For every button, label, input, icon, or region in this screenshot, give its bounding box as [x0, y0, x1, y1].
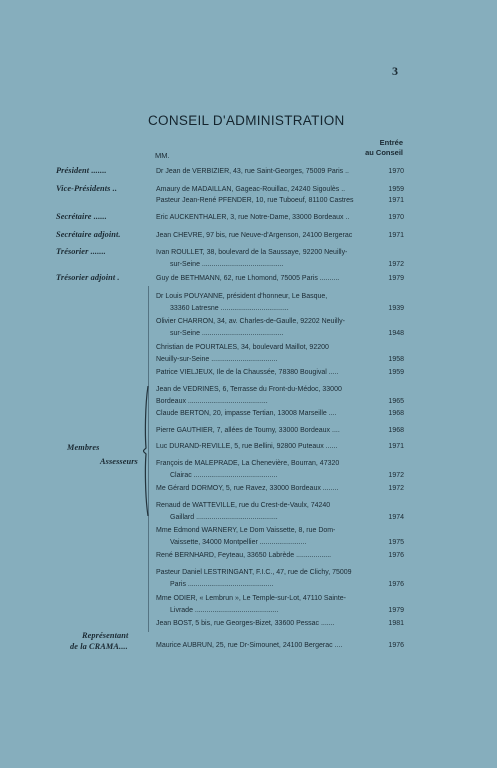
entry-line: [156, 458, 404, 470]
entry-text: Eric AUCKENTHALER, 3, rue Notre-Dame, 33000 Bordeaux ..: [156, 214, 350, 221]
entry-text: Guy de BETHMANN, 62, rue Lhomond, 75005 Paris ..........: [156, 275, 340, 282]
entry-year: 1948: [388, 329, 404, 337]
role-de-la-crama: de la CRAMA....: [70, 642, 128, 651]
entry-year: 1971: [388, 197, 404, 204]
entry-line: [156, 408, 404, 420]
entry-line: [156, 247, 404, 259]
entry-text: Claude BERTON, 20, impasse Tertian, 13008 Marseille ....: [156, 410, 337, 417]
entry-line: [156, 212, 404, 224]
entry-year: 1971: [388, 232, 404, 239]
entry-line: [156, 483, 404, 495]
entry-maleprade: [156, 458, 404, 481]
entry-berton: [156, 408, 404, 420]
entry-year: 1972: [388, 485, 404, 492]
entry-text: Vaissette, 34000 Montpellier ........................: [170, 538, 307, 546]
entry-year: 1959: [388, 369, 404, 376]
members-brace: [143, 386, 149, 516]
entry-line: [156, 640, 404, 652]
entry-pouyanne: [156, 291, 404, 314]
entry-text: Pasteur Jean-René PFENDER, 10, rue Tuboeuf, 81100 Castres: [156, 197, 354, 204]
entry-line: [156, 537, 404, 549]
entry-line: [156, 593, 404, 605]
page-number: 3: [392, 64, 398, 78]
role-tresorier-adjoint: Trésorier adjoint .: [56, 273, 120, 282]
role-secretaire: Secrétaire ......: [56, 212, 107, 221]
entry-pfender: [156, 195, 404, 207]
entry-odier: [156, 593, 404, 616]
entry-year: 1968: [388, 427, 404, 434]
entry-year: [382, 316, 404, 328]
entry-year: 1971: [388, 443, 404, 450]
entry-year: 1979: [388, 606, 404, 614]
entry-year: [382, 342, 404, 354]
entry-text: Neuilly-sur-Seine ..................................: [156, 355, 278, 363]
entry-text: 33360 Latresne ...................................: [170, 304, 289, 312]
entry-line: [156, 259, 404, 271]
entry-year: 1972: [388, 471, 404, 479]
entry-line: [156, 184, 404, 196]
role-membres: Membres: [67, 443, 100, 452]
entry-text: Me Gérard DORMOY, 5, rue Ravez, 33000 Bordeaux ........: [156, 485, 339, 492]
role-tresorier: Trésorier .......: [56, 247, 106, 256]
entry-text: Clairac ...........................................: [170, 471, 278, 479]
entry-year: 1979: [388, 275, 404, 282]
entry-text: Pierre GAUTHIER, 7, allées de Tourny, 33000 Bordeaux ....: [156, 427, 340, 434]
entry-year: 1976: [388, 552, 404, 559]
entry-text: Renaud de WATTEVILLE, rue du Crest-de-Vaulx, 74240: [156, 502, 331, 509]
role-vice-presidents: Vice-Présidents ..: [56, 184, 118, 193]
entry-year: 1974: [388, 513, 404, 521]
entry-bethmann: [156, 273, 404, 285]
entry-text: Jean BOST, 5 bis, rue Georges-Bizet, 33600 Pessac .......: [156, 620, 335, 627]
entry-text: Maurice AUBRUN, 25, rue Dr-Simounet, 24100 Bergerac ....: [156, 642, 343, 649]
entry-year: 1970: [388, 214, 404, 221]
entry-year: 1976: [388, 642, 404, 649]
entry-line: [156, 396, 404, 408]
entry-year: 1976: [388, 580, 404, 588]
entry-aubrun: [156, 640, 404, 652]
entry-year: [382, 593, 404, 605]
entry-line: [156, 512, 404, 524]
role-president: Président .......: [56, 166, 107, 175]
entry-roullet: [156, 247, 404, 270]
entry-text: Dr Louis POUYANNE, président d'honneur, Le Basque,: [156, 293, 328, 300]
entry-line: [156, 618, 404, 630]
entry-line: [156, 328, 404, 340]
entry-year: [382, 500, 404, 512]
entry-text: René BERNHARD, Feyteau, 33650 Labrède ..................: [156, 552, 332, 559]
entry-year: 1965: [388, 397, 404, 405]
entry-year: 1939: [388, 304, 404, 312]
entry-line: [156, 291, 404, 303]
entry-year: [382, 525, 404, 537]
entry-line: [156, 470, 404, 482]
entry-year: 1972: [388, 260, 404, 268]
entry-year: 1981: [388, 620, 404, 627]
entry-line: [156, 567, 404, 579]
role-representant: Représentant: [82, 631, 129, 640]
entry-text: Christian de POURTALES, 34, boulevard Maillot, 92200: [156, 344, 329, 351]
entry-year: 1959: [388, 186, 404, 193]
entry-line: [156, 354, 404, 366]
entry-vieljeux: [156, 367, 404, 379]
entry-madaillan: [156, 184, 404, 196]
entry-bernhard: [156, 550, 404, 562]
entry-year: 1968: [388, 410, 404, 417]
entry-text: Bordeaux .........................................: [156, 397, 268, 405]
entry-line: [156, 441, 404, 453]
entry-text: Jean CHEVRE, 97 bis, rue Neuve-d'Argenson, 24100 Bergerac: [156, 232, 353, 239]
entry-year: [382, 384, 404, 396]
entry-year: 1975: [388, 538, 404, 546]
entry-line: [156, 500, 404, 512]
entry-text: Gaillard ..........................................: [170, 513, 278, 521]
entry-line: [156, 550, 404, 562]
entry-charron: [156, 316, 404, 339]
entry-line: [156, 525, 404, 537]
entry-auckenthaler: [156, 212, 404, 224]
entry-year: [382, 291, 404, 303]
entry-text: Livrade ...........................................: [170, 606, 279, 614]
entry-line: [156, 425, 404, 437]
entry-line: [156, 342, 404, 354]
entry-text: sur-Seine ..........................................: [170, 260, 284, 268]
entry-lestringant: [156, 567, 404, 590]
entree-label: Entrée: [379, 138, 403, 147]
entry-line: [156, 384, 404, 396]
entry-text: Pasteur Daniel LESTRINGANT, F.I.C., 47, rue de Clichy, 75009: [156, 569, 352, 576]
entry-bost: [156, 618, 404, 630]
entry-year: 1970: [388, 168, 404, 175]
entry-pourtales: [156, 342, 404, 365]
entry-year: 1958: [388, 355, 404, 363]
entry-text: Jean de VEDRINES, 6, Terrasse du Front-du-Médoc, 33000: [156, 386, 342, 393]
entry-dormoy: [156, 483, 404, 495]
role-assesseurs: Assesseurs: [100, 457, 138, 466]
entry-chevre: [156, 230, 404, 242]
entry-line: [156, 230, 404, 242]
entry-gauthier: [156, 425, 404, 437]
au-conseil-label: au Conseil: [365, 148, 403, 157]
entry-text: Ivan ROULLET, 38, boulevard de la Saussaye, 92200 Neuilly-: [156, 249, 348, 256]
entry-verbizier: [156, 166, 404, 178]
entry-text: Olivier CHARRON, 34, av. Charles-de-Gaulle, 92202 Neuilly-: [156, 318, 345, 325]
entry-line: [156, 605, 404, 617]
entry-text: sur-Seine ..........................................: [170, 329, 284, 337]
entry-durand-reville: [156, 441, 404, 453]
entry-line: [156, 367, 404, 379]
entry-text: Mme Edmond WARNERY, Le Dom Vaissette, 8, rue Dom-: [156, 527, 336, 534]
entry-year: [382, 458, 404, 470]
entry-line: [156, 303, 404, 315]
entry-warnery: [156, 525, 404, 548]
column-header-entree: [365, 138, 403, 158]
entry-text: Amaury de MADAILLAN, Gageac-Rouillac, 24240 Sigoulès ..: [156, 186, 346, 193]
entry-line: [156, 166, 404, 178]
column-header-mm: MM.: [155, 151, 170, 160]
entry-text: Luc DURAND-REVILLE, 5, rue Bellini, 92800 Puteaux ......: [156, 443, 338, 450]
entry-text: Patrice VIELJEUX, Ile de la Chaussée, 78380 Bougival .....: [156, 369, 339, 376]
entry-text: Mme ODIER, « Lembrun », Le Temple-sur-Lot, 47110 Sainte-: [156, 595, 346, 602]
role-secretaire-adjoint: Secrétaire adjoint.: [56, 230, 121, 239]
page-title: CONSEIL D'ADMINISTRATION: [148, 113, 345, 128]
entry-text: Dr Jean de VERBIZIER, 43, rue Saint-Georges, 75009 Paris ..: [156, 168, 349, 175]
entry-line: [156, 273, 404, 285]
entry-year: [382, 247, 404, 259]
entry-text: Paris ............................................: [170, 580, 274, 588]
entry-vedrines: [156, 384, 404, 407]
entry-line: [156, 316, 404, 328]
entry-watteville: [156, 500, 404, 523]
entry-line: [156, 579, 404, 591]
entry-line: [156, 195, 404, 207]
entry-text: François de MALEPRADE, La Chenevière, Bourran, 47320: [156, 460, 340, 467]
entry-year: [382, 567, 404, 579]
